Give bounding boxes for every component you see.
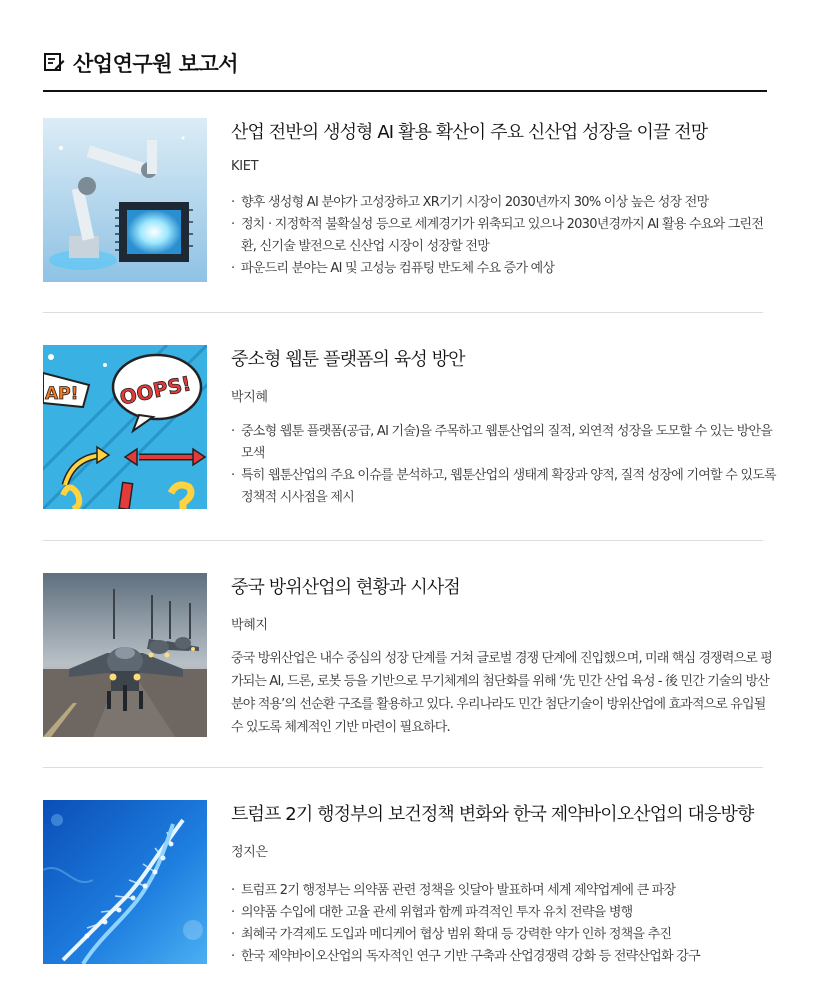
- thumb-text-oops: OOPS!: [117, 371, 194, 410]
- bullet-item: · 특히 웹툰산업의 주요 이슈를 분석하고, 웹툰산업의 생태계 확장과 양적, 질적 성장에 기여할 수 있도록 정책적 시사점을 제시: [231, 465, 776, 509]
- report-bullets: [231, 192, 776, 280]
- section-header: [43, 44, 767, 92]
- section-title: 산업연구원 보고서: [73, 52, 239, 76]
- report-thumbnail[interactable]: [43, 800, 207, 964]
- bullet-item: · 정치 · 지정학적 불확실성 등으로 세계경기가 위축되고 있으나 2030년경까지 AI 활용 수요와 그린전환, 신기술 발전으로 신산업 시장이 성장할 전망: [231, 214, 776, 258]
- comic-oops-image: [43, 345, 207, 509]
- report-title[interactable]: 산업 전반의 생성형 AI 활용 확산이 주요 신산업 성장을 이끌 전망: [231, 122, 708, 143]
- bullet-item: · 트럼프 2기 행정부는 의약품 관련 정책을 잇달아 발표하며 세계 제약업계에 큰 파장: [231, 880, 776, 902]
- divider: [43, 540, 763, 541]
- report-bullets: [231, 421, 776, 509]
- report-author: 박혜지: [231, 618, 268, 633]
- divider: [43, 767, 763, 768]
- report-title[interactable]: 중국 방위산업의 현황과 시사점: [231, 577, 460, 598]
- report-title[interactable]: 중소형 웹툰 플랫폼의 육성 방안: [231, 349, 465, 370]
- report-summary: 중국 방위산업은 내수 중심의 성장 단계를 거쳐 글로벌 경쟁 단계에 진입했으며, 미래 핵심 경쟁력으로 평가되는 AI, 드론, 로봇 등을 기반으로 무기체계의 첨단화를 위해 ‘先 민간 산업 육성 - 後 민간 기술의 방산 분야 적용’의 선순환 구조를 활용하고 있다. 우리나라도 민간 첨단기술이 방위산업에 효과적으로 유입될 수 있도록 체계적인 기반 마련이 필요하다.: [231, 651, 772, 735]
- report-bullets: [231, 880, 776, 968]
- fighter-jets-image: [43, 573, 207, 737]
- bullet-item: · 의약품 수입에 대한 고율 관세 위협과 함께 파격적인 투자 유치 전략을 병행: [231, 902, 776, 924]
- bullet-item: · 중소형 웹툰 플랫폼(공급, AI 기술)을 주목하고 웹툰산업의 질적, 외연적 성장을 도모할 수 있는 방안을 모색: [231, 421, 776, 465]
- divider: [43, 312, 763, 313]
- bullet-item: · 향후 생성형 AI 분야가 고성장하고 XR기기 시장이 2030년까지 30% 이상 높은 성장 전망: [231, 192, 776, 214]
- thumb-text-ap: AP!: [45, 384, 79, 404]
- edit-document-icon: [43, 51, 65, 73]
- report-author: KIET: [231, 159, 259, 174]
- report-author: 정지은: [231, 845, 268, 860]
- bullet-item: · 파운드리 분야는 AI 및 고성능 컴퓨팅 반도체 수요 증가 예상: [231, 258, 776, 280]
- robot-arm-chip-image: [43, 118, 207, 282]
- report-thumbnail[interactable]: [43, 345, 207, 509]
- bullet-item: · 한국 제약바이오산업의 독자적인 연구 기반 구축과 산업경쟁력 강화 등 전략산업화 강구: [231, 946, 776, 968]
- report-author: 박지혜: [231, 390, 268, 405]
- report-thumbnail[interactable]: [43, 118, 207, 282]
- bullet-item: · 최혜국 가격제도 도입과 메디케어 협상 범위 확대 등 강력한 약가 인하 정책을 추진: [231, 924, 776, 946]
- dna-helix-image: [43, 800, 207, 964]
- report-thumbnail[interactable]: [43, 573, 207, 737]
- report-title[interactable]: 트럼프 2기 행정부의 보건정책 변화와 한국 제약바이오산업의 대응방향: [231, 804, 754, 825]
